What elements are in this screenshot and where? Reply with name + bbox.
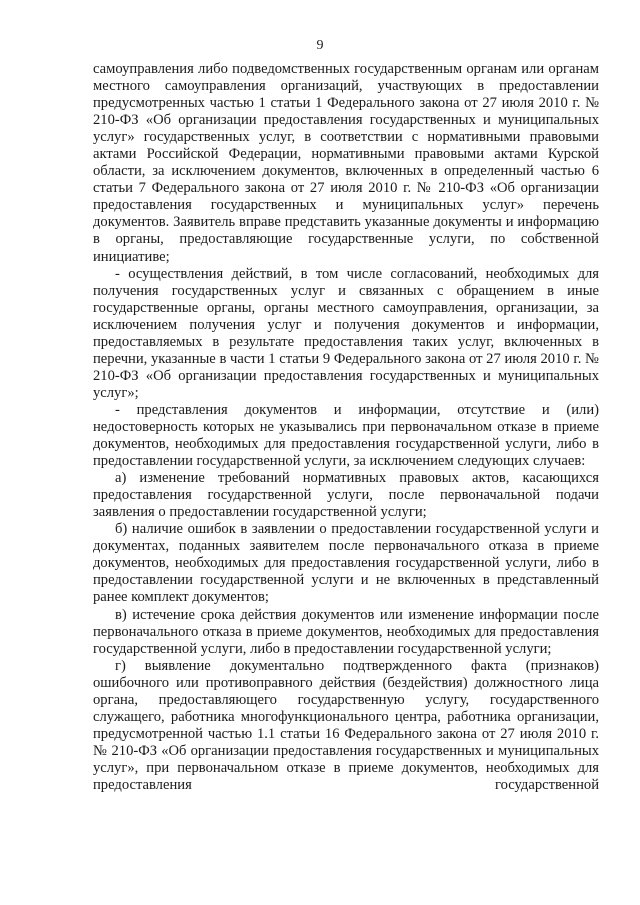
paragraph-actions-approvals: - осуществления действий, в том числе согласований, необходимых для получения государственных услуг и связанных с обращением в иные государственные органы, органы местного самоуправления, организации, за исключением получения услуг и получения документов и информации, предоставляемых в результате предоставления таких услуг, включенных в перечни, указанные в части 1 статьи 9 Федерального закона от 27 июля 2010 г. № 210-ФЗ «Об организации предоставления государственных и муниципальных услуг»;: [93, 265, 599, 401]
paragraph-continuation: самоуправления либо подведомственных государственным органам или органам местного самоуправления организаций, участвующих в предоставлении предусмотренных частью 1 статьи 1 Федерального закона от 27 июля 2010 г. № 210-ФЗ «Об организации предоставления государственных и муниципальных услуг» государственных услуг, в соответствии с нормативными правовыми актами Российской Федерации, нормативными правовыми актами Курской области, за исключением документов, включенных в определенный частью 6 статьи 7 Федерального закона от 27 июля 2010 г. № 210-ФЗ «Об организации предоставления государственных и муниципальных услуг» перечень документов. Заявитель вправе представить указанные документы и информацию в органы, предоставляющие государственные услуги, по собственной инициативе;: [93, 61, 599, 265]
document-body: [93, 61, 599, 794]
paragraph-case-v: в) истечение срока действия документов или изменение информации после первоначального отказа в приеме документов, необходимых для предоставления государственной услуги, либо в предоставлении государственной услуги;: [93, 606, 599, 657]
paragraph-case-a: а) изменение требований нормативных правовых актов, касающихся предоставления государственной услуги, после первоначальной подачи заявления о предоставлении государственной услуги;: [93, 470, 599, 521]
paragraph-documents-submission: - представления документов и информации, отсутствие и (или) недостоверность которых не указывались при первоначальном отказе в приеме документов, необходимых для предоставления государственной услуги, либо в предоставлении государственной услуги, за исключением следующих случаев:: [93, 401, 599, 470]
paragraph-case-b: б) наличие ошибок в заявлении о предоставлении государственной услуги и документах, поданных заявителем после первоначального отказа в приеме документов, необходимых для предоставления государственной услуги, либо в предоставлении государственной услуги и не включенных в представленный ранее комплект документов;: [93, 521, 599, 606]
paragraph-case-g: г) выявление документально подтвержденного факта (признаков) ошибочного или противоправного действия (бездействия) должностного лица органа, предоставляющего государственную услугу, государственного служащего, работника многофункционального центра, работника организации, предусмотренной частью 1.1 статьи 16 Федерального закона от 27 июля 2010 г. № 210-ФЗ «Об организации предоставления государственных и муниципальных услуг», при первоначальном отказе в приеме документов, необходимых для предоставления государственной: [93, 657, 599, 793]
page-number: 9: [316, 38, 324, 53]
